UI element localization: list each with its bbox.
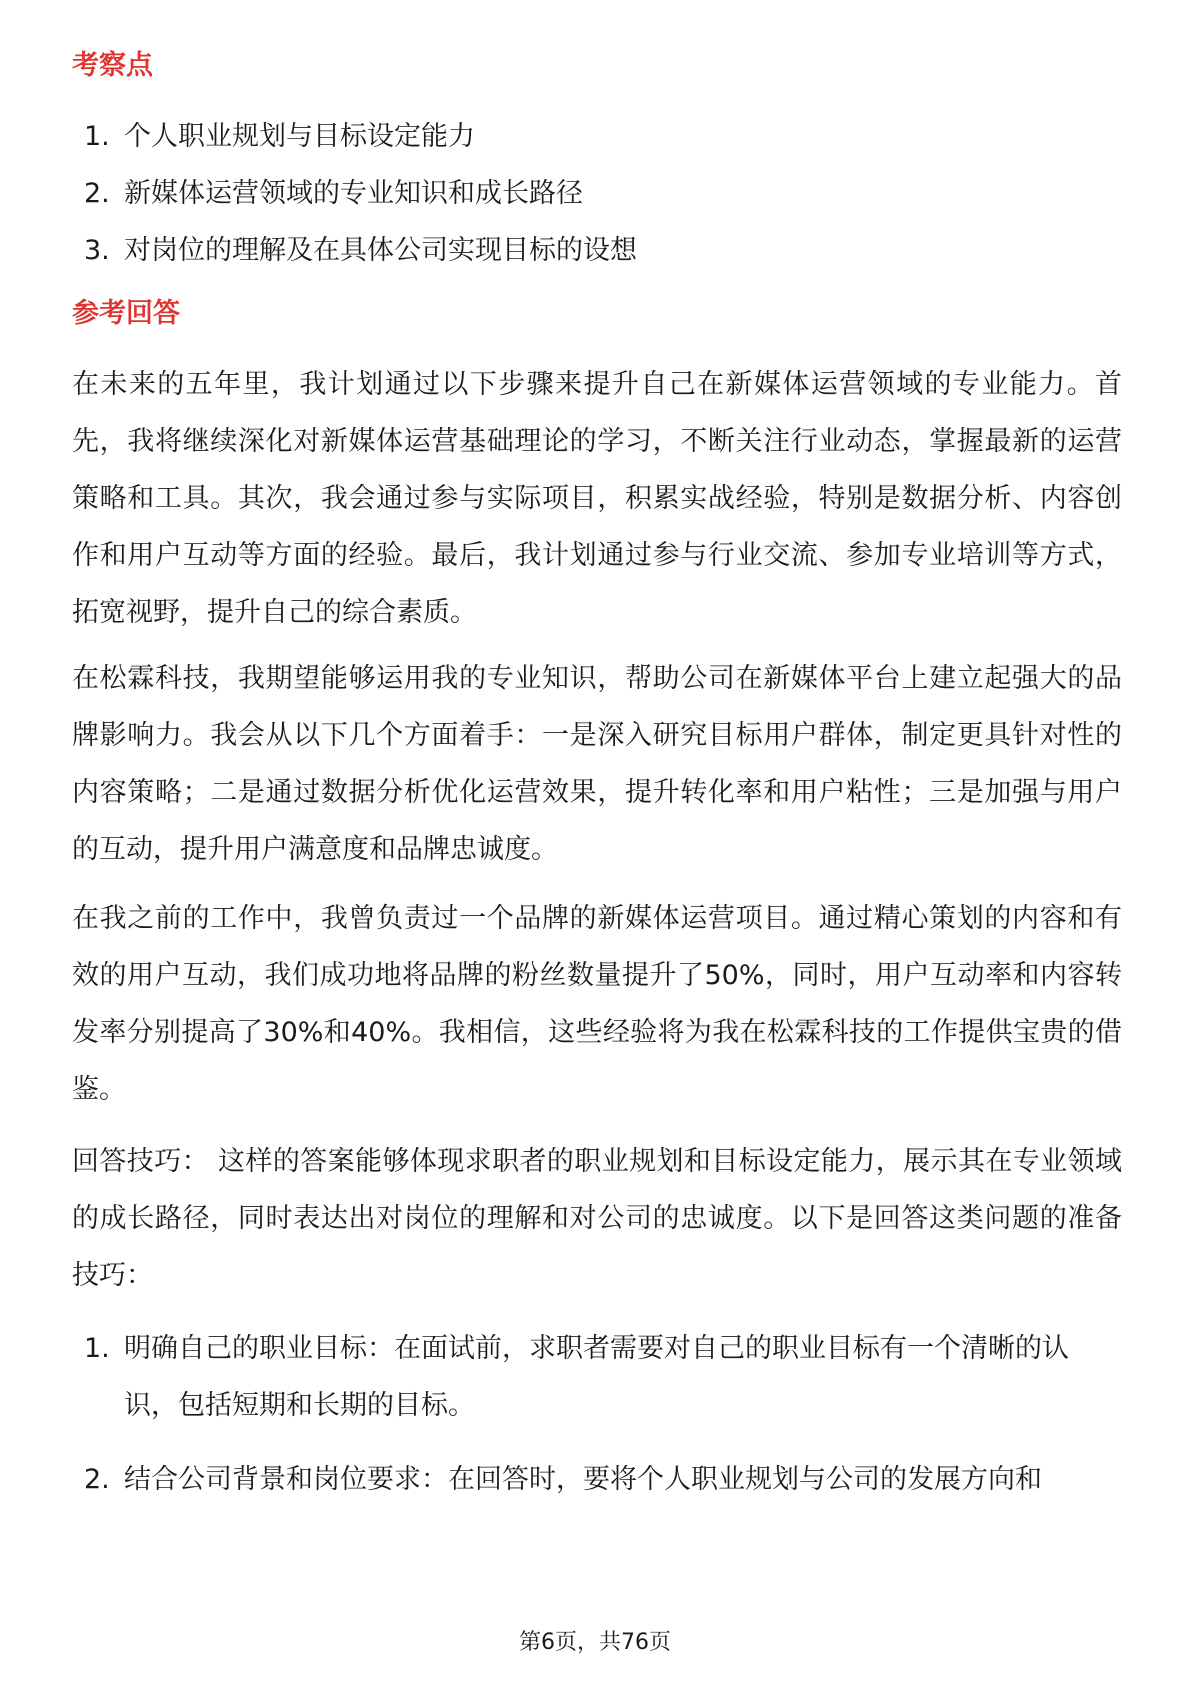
list-item bbox=[72, 1320, 1122, 1434]
answer-paragraph: 在我之前的工作中，我曾负责过一个品牌的新媒体运营项目。通过精心策划的内容和有效的用户互动，我们成功地将品牌的粉丝数量提升了50%，同时，用户互动率和内容转发率分别提高了30%和40%。我相信，这些经验将为我在松霖科技的工作提供宝贵的借鉴。 bbox=[72, 903, 1122, 1105]
answer-paragraph: 在未来的五年里，我计划通过以下步骤来提升自己在新媒体运营领域的专业能力。首先，我将继续深化对新媒体运营基础理论的学习，不断关注行业动态，掌握最新的运营策略和工具。其次，我会通过参与实际项目，积累实战经验，特别是数据分析、内容创作和用户互动等方面的经验。最后，我计划通过参与行业交流、参加专业培训等方式，拓宽视野，提升自己的综合素质。 bbox=[72, 369, 1122, 628]
list-text: 对岗位的理解及在具体公司实现目标的设想 bbox=[124, 235, 637, 266]
list-number: 2. bbox=[84, 178, 110, 209]
list-text: 明确自己的职业目标：在面试前，求职者需要对自己的职业目标有一个清晰的认识，包括短期和长期的目标。 bbox=[124, 1333, 1069, 1421]
list-item bbox=[72, 165, 1122, 222]
list-number: 1. bbox=[84, 1333, 110, 1364]
answer-paragraph: 在松霖科技，我期望能够运用我的专业知识，帮助公司在新媒体平台上建立起强大的品牌影响力。我会从以下几个方面着手：一是深入研究目标用户群体，制定更具针对性的内容策略；二是通过数据分析优化运营效果，提升转化率和用户粘性；三是加强与用户的互动，提升用户满意度和品牌忠诚度。 bbox=[72, 663, 1122, 865]
list-item bbox=[72, 222, 1122, 279]
list-number: 3. bbox=[84, 235, 110, 266]
tips-list bbox=[72, 1320, 1122, 1508]
list-number: 1. bbox=[84, 121, 110, 152]
list-item bbox=[72, 108, 1122, 165]
list-text: 个人职业规划与目标设定能力 bbox=[124, 121, 475, 152]
list-text: 新媒体运营领域的专业知识和成长路径 bbox=[124, 178, 583, 209]
exam-points-heading: 考察点 bbox=[72, 50, 153, 81]
page-footer: 第6页，共76页 bbox=[519, 1630, 671, 1655]
list-text: 结合公司背景和岗位要求：在回答时，要将个人职业规划与公司的发展方向和 bbox=[124, 1464, 1042, 1495]
list-item bbox=[72, 1451, 1122, 1508]
tips-intro-paragraph: 回答技巧： 这样的答案能够体现求职者的职业规划和目标设定能力，展示其在专业领域的成长路径，同时表达出对岗位的理解和对公司的忠诚度。以下是回答这类问题的准备技巧： bbox=[72, 1146, 1122, 1291]
answer-heading: 参考回答 bbox=[72, 298, 180, 329]
list-number: 2. bbox=[84, 1464, 110, 1495]
exam-points-list bbox=[72, 108, 1122, 279]
